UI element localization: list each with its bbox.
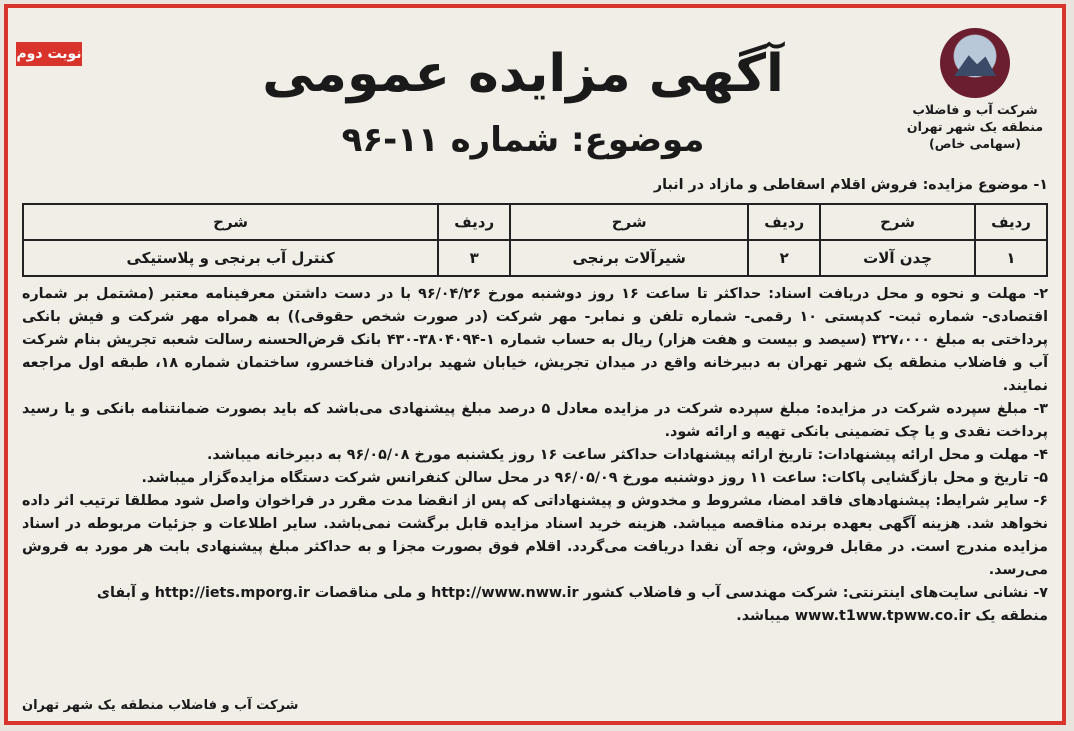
item-2: ۲- مهلت و نحوه و محل دریافت اسناد: حداکثر تا ساعت ۱۶ روز دوشنبه مورخ ۹۶/۰۴/۲۶ با در دست داشتن معرفینامه معتبر (مشتمل بر شماره اقتصادی- شماره ثبت- کدپستی ۱۰ رقمی- شماره تلفن و نمابر- مهر شرکت (در صورت شخص حقوقی)) به همراه مهر شرکت و فیش بانکی پرداختی به مبلغ ۳۲۷،۰۰۰ (سیصد و بیست و هفت هزار) ریال به حساب شماره ۱-۳۸۰۴۰۹۴-۴۳۰ بانک قرض‌الحسنه رسالت شعبه تجریش بنام شرکت آب و فاضلاب منطقه یک شهر تهران به دبیرخانه واقع در میدان تجریش، خیابان شهید برادران فناخسرو، ساختمان شماره ۱۸، طبقه اول مراجعه نمایند. — [22, 286, 1049, 394]
cell-index-3: ۳ — [438, 240, 510, 276]
notice-body — [22, 174, 1048, 628]
item-6: ۶- سایر شرایط: پیشنهادهای فاقد امضا، مشروط و مخدوش و پیشنهاداتی که پس از انقضا مدت مقرر در فراخوان واصل شود مطلقا ترتیب اثر داده نخواهد شد. هزینه آگهی بعهده برنده مناقصه میباشد. هزینه خرید اسناد مزایده قابل برگشت نمی‌باشد. سایر اطلاعات و جزئیات مربوطه در اسناد مزایده مندرج است. در مقابل فروش، وجه آن نقدا دریافت می‌گردد. اقلام فوق بصورت مجزا و به حداکثر مبلغ پیشنهادی بابت هر مورد به فروش می‌رسد. — [22, 493, 1048, 578]
item-1: ۱- موضوع مزایده: فروش اقلام اسقاطی و مازاد در انبار — [653, 177, 1048, 193]
items-table-header — [23, 204, 1047, 240]
footer-signature: شرکت آب و فاضلاب منطقه یک شهر تهران — [22, 698, 299, 713]
item-7-line2: منطقه یک www.t1ww.tpww.co.ir میباشد. — [736, 608, 1048, 624]
org-name-line3: (سهامی خاص) — [929, 135, 1021, 151]
water-company-logo-icon — [940, 28, 1010, 98]
notice-subtitle: موضوع: شماره ۱۱-۹۶ — [341, 120, 705, 160]
item-4: ۴- مهلت و محل ارائه پیشنهادات: تاریخ ارائه پیشنهادات حداکثر ساعت ۱۶ روز یکشنبه مورخ ۹۶/۰۵/۰۸ به دبیرخانه میباشد. — [206, 447, 1048, 463]
cell-desc-2: شیرآلات برنجی — [510, 240, 748, 276]
notice-title: آگهی مزایده عمومی — [262, 44, 784, 104]
org-logo-block — [900, 28, 1050, 153]
items-table — [22, 203, 1048, 277]
header-desc-2: شرح — [510, 204, 748, 240]
item-3: ۳- مبلغ سپرده شرکت در مزایده: مبلغ سپرده شرکت در مزایده معادل ۵ درصد مبلغ پیشنهادی می‌باشد که باید بصورت ضمانتنامه بانکی و یا رسید پرداخت نقدی و یا چک تضمینی بانکی تهیه و ارائه شود. — [22, 401, 1048, 440]
notice-frame — [4, 4, 1066, 725]
cell-index-1: ۱ — [975, 240, 1047, 276]
header-index-2: ردیف — [748, 204, 820, 240]
table-row — [23, 240, 1047, 276]
header-index-3: ردیف — [438, 204, 510, 240]
cell-desc-3: کنترل آب برنجی و پلاستیکی — [23, 240, 438, 276]
header-desc-3: شرح — [23, 204, 438, 240]
cell-desc-1: چدن آلات — [820, 240, 975, 276]
header-index-1: ردیف — [975, 204, 1047, 240]
cell-index-2: ۲ — [748, 240, 820, 276]
org-name-line1: شرکت آب و فاضلاب — [912, 102, 1038, 117]
item-7-line1: ۷- نشانی سایت‌های اینترنتی: شرکت مهندسی آب و فاضلاب کشور http://www.nww.ir و ملی مناقصات http://iets.mporg.ir و آبفای — [96, 585, 1048, 601]
second-publication-badge: نوبت دوم — [16, 42, 82, 66]
org-name-line2: منطقه یک شهر تهران — [906, 118, 1044, 134]
item-5: ۵- تاریخ و محل بازگشایی پاکات: ساعت ۱۱ روز دوشنبه مورخ ۹۶/۰۵/۰۹ در محل سالن کنفرانس شرکت دستگاه مزایده‌گزار میباشد. — [141, 470, 1048, 486]
header-desc-1: شرح — [820, 204, 975, 240]
